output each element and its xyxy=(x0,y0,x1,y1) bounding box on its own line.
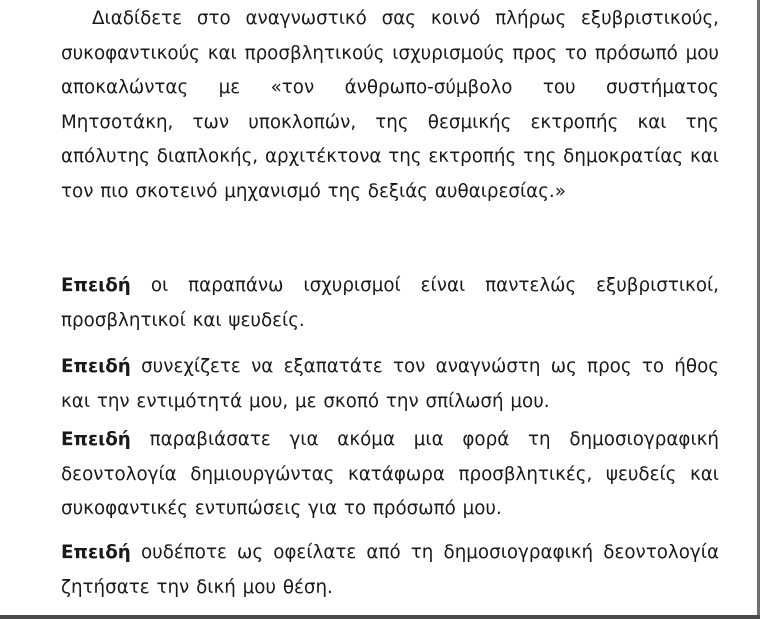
clause-text: οι παραπάνω ισχυρισμοί είναι παντελώς εξυβριστικοί, προσβλητικοί και ψευδείς. xyxy=(61,275,719,331)
intro-paragraph xyxy=(61,2,719,209)
clause-text: παραβιάσατε για ακόμα μια φορά τη δημοσιογραφική δεοντολογία δημιουργώντας κατάφωρα προσβλητικές, ψευδείς και συκοφαντικές εντυπώσεις για το πρόσωπό μου. xyxy=(61,429,719,519)
clause-lead: Επειδή xyxy=(61,542,131,563)
clause-paragraph-3 xyxy=(61,423,719,527)
intro-text: Διαδίδετε στο αναγνωστικό σας κοινό πλήρως εξυβριστικούς, συκοφαντικούς και προσβλητικούς ισχυρισμούς προς το πρόσωπό μου αποκαλώντας με «τον άνθρωπο-σύμβολο του συστήματος Μητσοτάκη, των υποκλοπών, της θεσμικής εκτροπής και της απόλυτης διαπλοκής, αρχιτέκτονα της εκτροπής της δημοκρατίας και τον πιο σκοτεινό μηχανισμό της δεξιάς αυθαιρεσίας.» xyxy=(61,8,719,202)
clause-paragraph-1 xyxy=(61,269,719,338)
clause-paragraph-4 xyxy=(61,536,719,605)
clause-lead: Επειδή xyxy=(61,356,131,377)
clause-paragraph-2 xyxy=(61,350,719,419)
clause-lead: Επειδή xyxy=(61,275,131,296)
clause-text: συνεχίζετε να εξαπατάτε τον αναγνώστη ως προς το ήθος και την εντιμότητά μου, με σκοπό την σπίλωσή μου. xyxy=(61,356,719,412)
page-edge-bottom xyxy=(0,615,760,619)
clause-lead: Επειδή xyxy=(61,429,131,450)
clause-text: ουδέποτε ως οφείλατε από τη δημοσιογραφική δεοντολογία ζητήσατε την δική μου θέση. xyxy=(61,542,719,598)
